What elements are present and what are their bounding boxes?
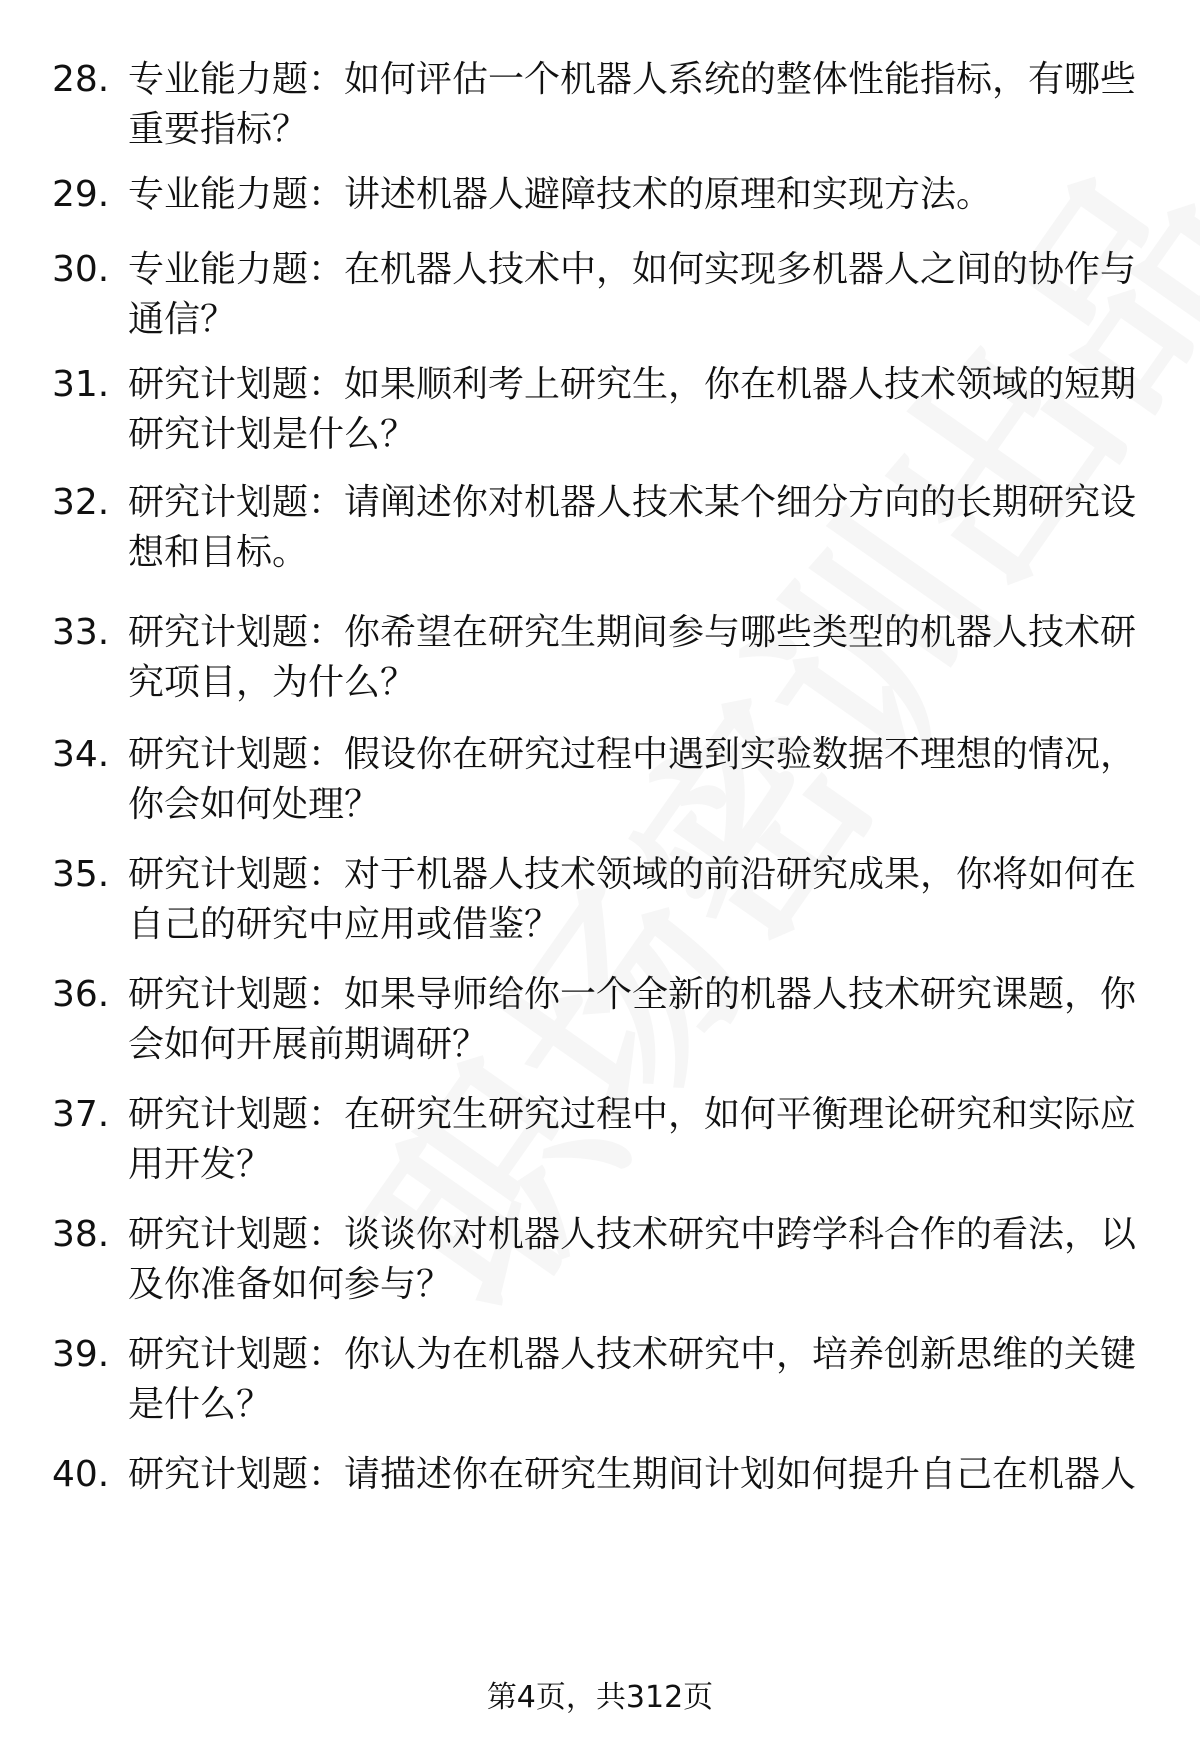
question-item	[52, 850, 1142, 950]
question-number: 31.	[52, 364, 110, 405]
question-text: 研究计划题：如果顺利考上研究生，你在机器人技术领域的短期研究计划是什么？	[128, 364, 1137, 455]
question-item	[52, 1330, 1142, 1430]
question-text: 研究计划题：谈谈你对机器人技术研究中跨学科合作的看法，以及你准备如何参与？	[128, 1214, 1137, 1305]
question-item	[52, 1210, 1142, 1310]
question-number: 34.	[52, 734, 110, 775]
question-number: 32.	[52, 482, 110, 523]
question-number: 29.	[52, 174, 110, 215]
question-text: 专业能力题：如何评估一个机器人系统的整体性能指标，有哪些重要指标？	[128, 59, 1137, 150]
question-item	[52, 1090, 1142, 1190]
question-text: 研究计划题：你希望在研究生期间参与哪些类型的机器人技术研究项目，为什么？	[128, 612, 1137, 703]
question-text: 研究计划题：请描述你在研究生期间计划如何提升自己在机器人	[128, 1454, 1137, 1495]
question-item	[52, 1450, 1142, 1500]
question-number: 37.	[52, 1094, 110, 1135]
question-item	[52, 360, 1142, 460]
question-text: 研究计划题：对于机器人技术领域的前沿研究成果，你将如何在自己的研究中应用或借鉴？	[128, 854, 1137, 945]
question-text: 研究计划题：假设你在研究过程中遇到实验数据不理想的情况，你会如何处理？	[128, 734, 1137, 825]
question-item	[52, 730, 1142, 830]
question-item	[52, 970, 1142, 1070]
question-number: 28.	[52, 59, 110, 100]
page-footer: 第4页，共312页	[486, 1680, 714, 1715]
question-text: 专业能力题：在机器人技术中，如何实现多机器人之间的协作与通信？	[128, 249, 1137, 340]
question-item	[52, 478, 1142, 578]
question-text: 专业能力题：讲述机器人避障技术的原理和实现方法。	[128, 174, 993, 215]
question-text: 研究计划题：请阐述你对机器人技术某个细分方向的长期研究设想和目标。	[128, 482, 1137, 573]
question-number: 39.	[52, 1334, 110, 1375]
question-number: 36.	[52, 974, 110, 1015]
question-text: 研究计划题：你认为在机器人技术研究中，培养创新思维的关键是什么？	[128, 1334, 1137, 1425]
question-item	[52, 55, 1142, 155]
question-number: 38.	[52, 1214, 110, 1255]
question-number: 40.	[52, 1454, 110, 1495]
question-number: 33.	[52, 612, 110, 653]
question-item	[52, 245, 1142, 345]
question-text: 研究计划题：在研究生研究过程中，如何平衡理论研究和实际应用开发？	[128, 1094, 1137, 1185]
question-number: 30.	[52, 249, 110, 290]
question-number: 35.	[52, 854, 110, 895]
question-item	[52, 608, 1142, 708]
question-text: 研究计划题：如果导师给你一个全新的机器人技术研究课题，你会如何开展前期调研？	[128, 974, 1137, 1065]
question-item	[52, 170, 1142, 220]
